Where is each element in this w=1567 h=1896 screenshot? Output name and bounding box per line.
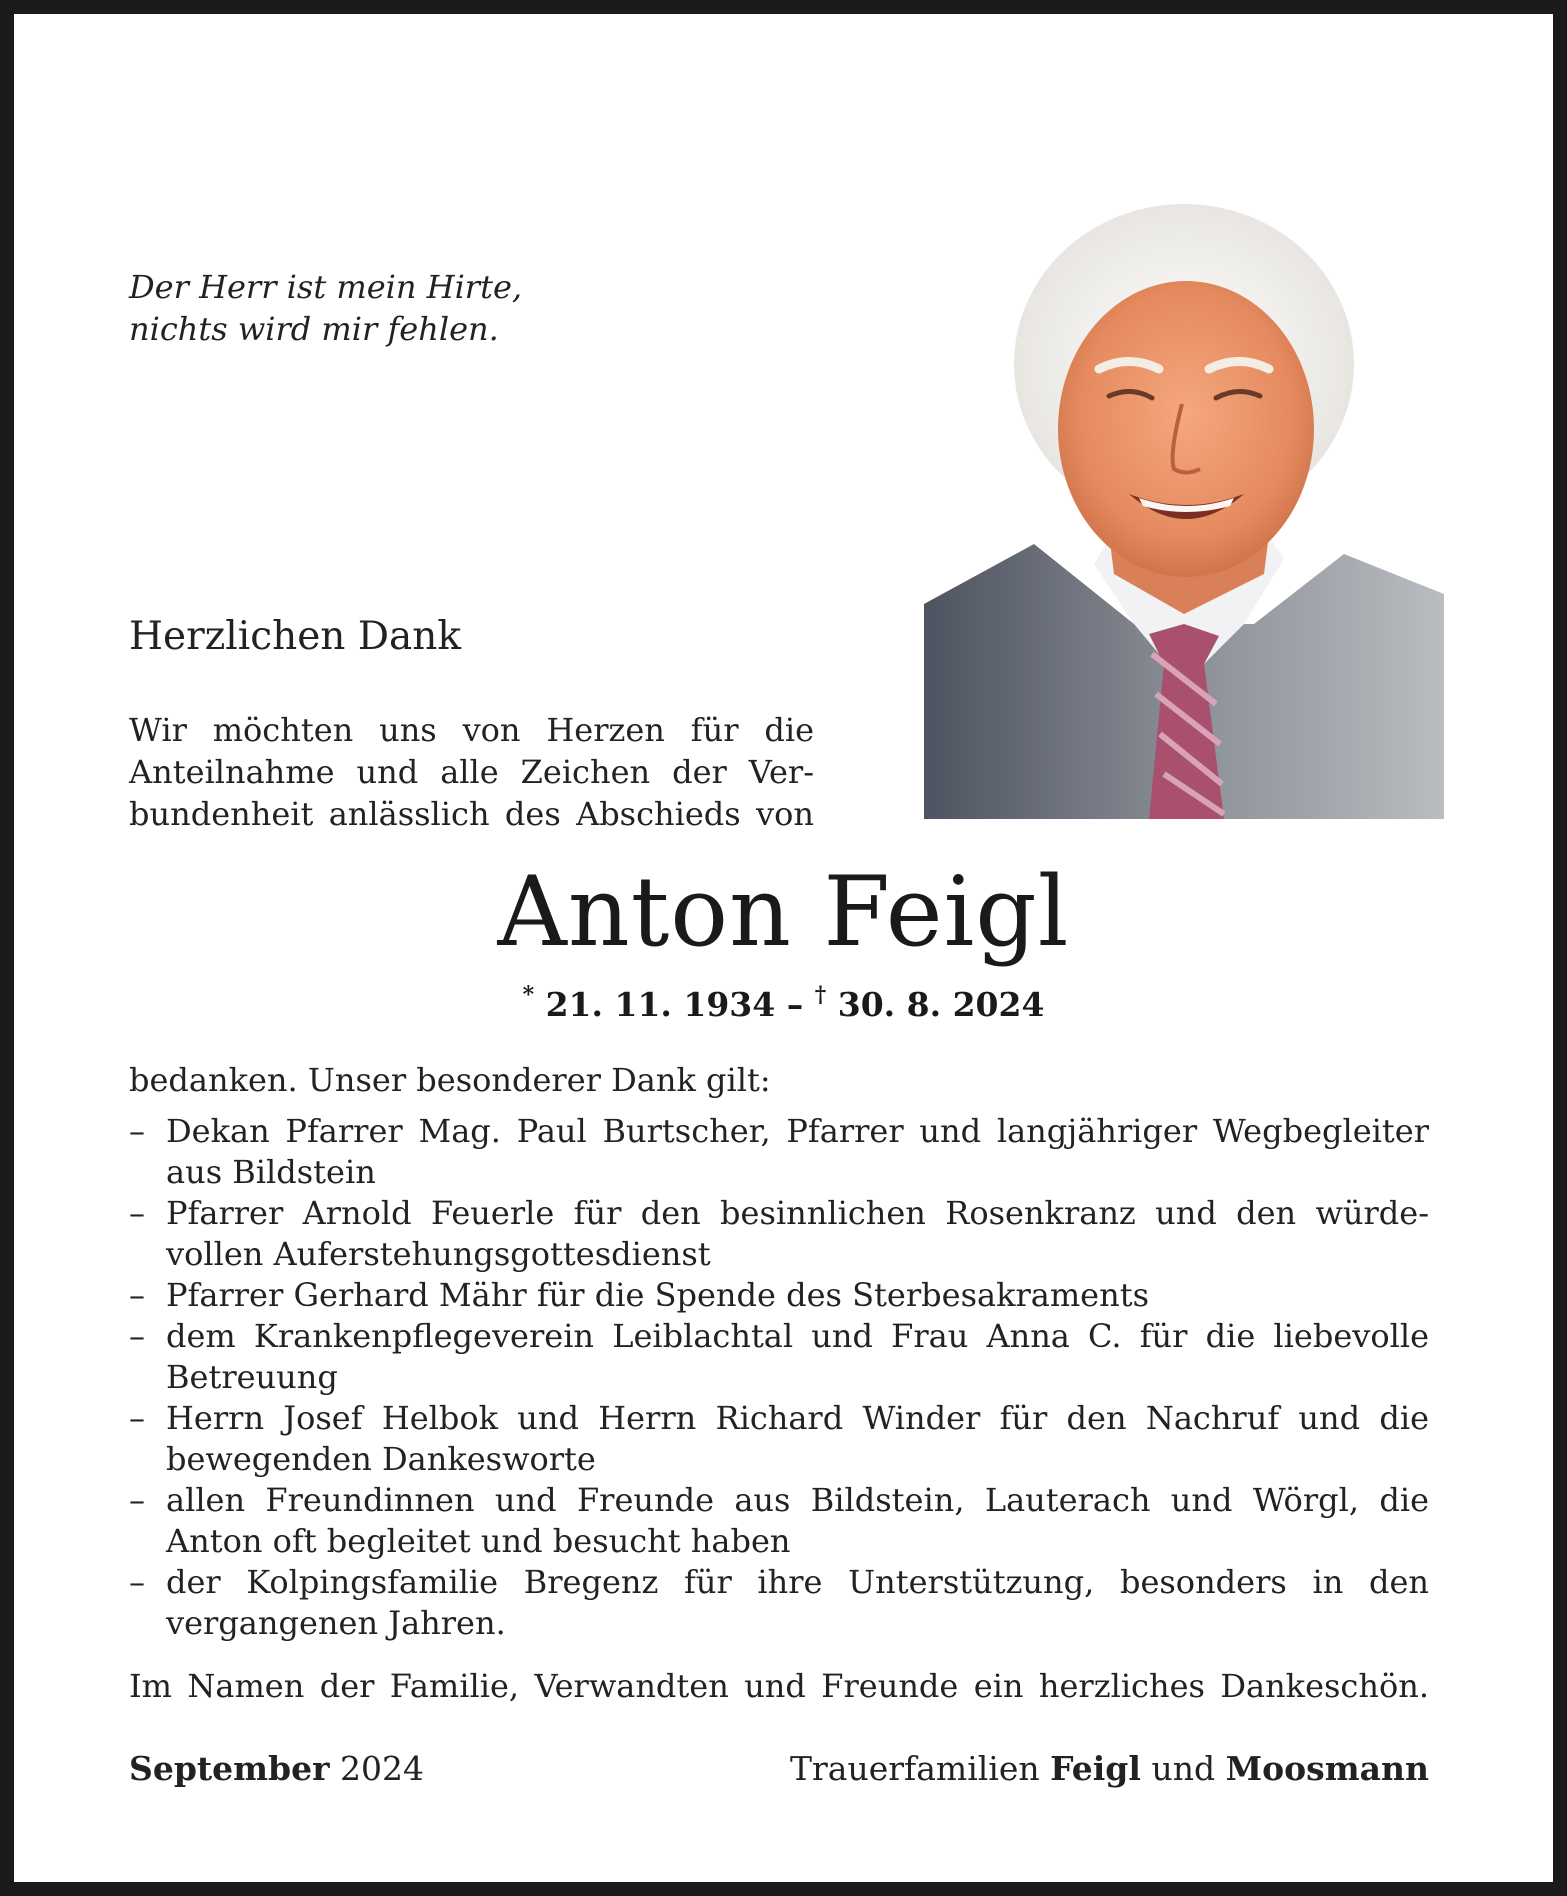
- intro-line: bundenheit anlässlich des Abschieds von: [129, 795, 814, 833]
- intro-line: Wir möchten uns von Herzen für die: [129, 711, 814, 749]
- list-dash: –: [129, 1276, 145, 1314]
- footer-month: September: [129, 1749, 330, 1788]
- list-item-line: der Kolpingsfamilie Bregenz für ihre Unterstützung, besonders in den: [166, 1563, 1429, 1601]
- heading: Herzlichen Dank: [129, 614, 462, 659]
- list-item: [129, 1193, 1429, 1275]
- footer-date: [129, 1749, 424, 1788]
- footer-family-1: Feigl: [1050, 1749, 1141, 1788]
- bible-quote-line: nichts wird mir fehlen.: [129, 310, 499, 348]
- list-dash: –: [129, 1317, 145, 1355]
- list-item-line: allen Freundinnen und Freunde aus Bildstein, Lauterach und Wörgl, die: [166, 1481, 1429, 1519]
- birth-symbol: *: [522, 982, 535, 1008]
- intro-line: Anteilnahme und alle Zeichen der Ver-: [129, 753, 814, 791]
- list-item-line: Anton oft begleitet und besucht haben: [166, 1522, 791, 1560]
- list-item: [129, 1275, 1429, 1316]
- bible-quote-line: Der Herr ist mein Hirte,: [129, 268, 523, 306]
- list-item-line: vollen Auferstehungsgottesdienst: [166, 1235, 711, 1273]
- list-item: [129, 1398, 1429, 1480]
- life-dates: [14, 982, 1553, 1024]
- list-dash: –: [129, 1112, 145, 1150]
- footer-year: 2024: [340, 1749, 424, 1788]
- list-dash: –: [129, 1194, 145, 1232]
- footer-family-2: Moosmann: [1225, 1749, 1429, 1788]
- list-item-line: Pfarrer Arnold Feuerle für den besinnlichen Rosenkranz und den würde-: [166, 1194, 1429, 1232]
- list-item-line: Herrn Josef Helbok und Herrn Richard Winder für den Nachruf und die: [166, 1399, 1429, 1437]
- list-item-line: bewegenden Dankesworte: [166, 1440, 596, 1478]
- closing-line: Im Namen der Familie, Verwandten und Freunde ein herzliches Dankeschön.: [129, 1667, 1429, 1705]
- list-item-line: aus Bildstein: [166, 1153, 376, 1191]
- list-item: [129, 1480, 1429, 1562]
- list-item: [129, 1316, 1429, 1398]
- footer-prefix: Trauerfamilien: [790, 1749, 1040, 1788]
- portrait-illustration: [924, 164, 1444, 819]
- intro-paragraph: [129, 709, 814, 835]
- list-item: [129, 1111, 1429, 1193]
- list-dash: –: [129, 1563, 145, 1601]
- list-dash: –: [129, 1481, 145, 1519]
- deceased-name: Anton Feigl: [497, 856, 1070, 968]
- list-item-line: Dekan Pfarrer Mag. Paul Burtscher, Pfarrer und langjähriger Wegbegleiter: [166, 1112, 1429, 1150]
- thanks-intro: bedanken. Unser besonderer Dank gilt:: [129, 1061, 771, 1099]
- date-separator: –: [775, 985, 815, 1024]
- list-item-line: dem Krankenpflegeverein Leiblachtal und Frau Anna C. für die liebevolle: [166, 1317, 1429, 1355]
- death-symbol: †: [814, 982, 827, 1008]
- footer-signature: [790, 1749, 1429, 1788]
- list-item-line: Pfarrer Gerhard Mähr für die Spende des Sterbesakraments: [166, 1276, 1149, 1314]
- thanks-list: [129, 1111, 1429, 1644]
- portrait-photo: [924, 164, 1444, 819]
- list-dash: –: [129, 1399, 145, 1437]
- death-date: 30. 8. 2024: [837, 985, 1045, 1024]
- birth-date: 21. 11. 1934: [545, 985, 776, 1024]
- obituary-card: [14, 14, 1553, 1882]
- list-item-line: vergangenen Jahren.: [166, 1604, 506, 1642]
- footer-conj: und: [1151, 1749, 1216, 1788]
- bible-quote: [129, 266, 522, 350]
- list-item-line: Betreuung: [166, 1358, 338, 1396]
- list-item: [129, 1562, 1429, 1644]
